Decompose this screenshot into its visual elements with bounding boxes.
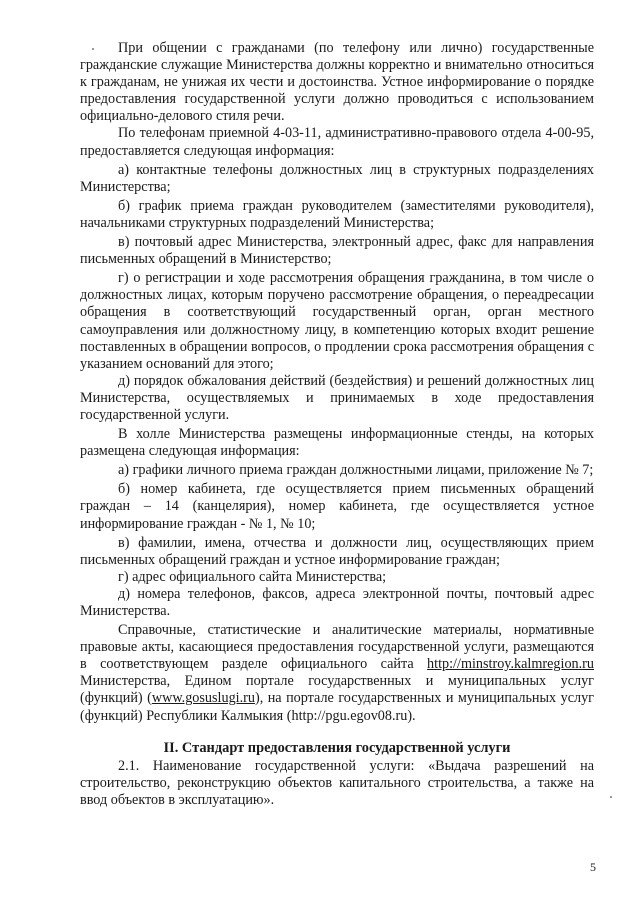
list-item-g-registration: г) о регистрации и ходе рассмотрения обращения гражданина, в том числе о должностных лицах, которым поручено рассмотрение обращения, о переадресации обращения в соответствующий государственный орган, орган местного самоуправления или должностному лицу, в компетенцию которых входит решение поставленных в обращении вопросов, о продлении срока рассмотрения обращения с указанием оснований для этого; [80, 270, 594, 372]
materials-text-2: Министерства, Едином портале государственных и муниципальных услуг (функций) ( [80, 673, 594, 707]
paragraph-info-stands: В холле Министерства размещены информационные стенды, на которых размещена следующая информация: [80, 426, 594, 460]
paragraph-phone-info: По телефонам приемной 4-03-11, административно-правового отдела 4-00-95, предоставляется следующая информация: [80, 125, 594, 159]
stand-item-d-contacts: д) номера телефонов, факсов, адреса электронной почты, почтовый адрес Министерства. [80, 585, 594, 619]
stand-item-b-rooms: б) номер кабинета, где осуществляется прием письменных обращений граждан – 14 (канцелярия), номер кабинета, где осуществляется устное информирование граждан - № 1, № 10; [80, 481, 594, 532]
page-number: 5 [590, 860, 596, 874]
stand-item-v-names: в) фамилии, имена, отчества и должности лиц, осуществляющих прием письменных обращений граждан и устное информирование граждан; [80, 534, 594, 568]
materials-text-3: ), на портале государственных и муниципальных услуг (функций) Республики Калмыкия (http://pgu.egov08.ru). [80, 690, 594, 724]
ministry-site-link[interactable]: http://minstroy.kalmregion.ru [427, 656, 594, 673]
stand-item-g-website: г) адрес официального сайта Министерства; [118, 568, 387, 585]
list-item-v-address: в) почтовый адрес Министерства, электронный адрес, факс для направления письменных обращений в Министерство; [80, 234, 594, 268]
stand-item-a-schedules: а) графики личного приема граждан должностными лицами, приложение № 7; [118, 462, 594, 479]
scan-speck [610, 796, 612, 798]
paragraph-materials [80, 622, 594, 725]
list-item-a-contact-phones: а) контактные телефоны должностных лиц в структурных подразделениях Министерства; [80, 161, 594, 195]
gosuslugi-link[interactable]: www.gosuslugi.ru [151, 690, 255, 707]
paragraph-communication-rules: При общении с гражданами (по телефону или лично) государственные гражданские служащие Министерства должны корректно и внимательно относиться к гражданам, не унижая их чести и достоинства. Устное информирование о порядке предоставления государственной услуги должно проводиться с использованием официально-делового стиля речи. [80, 40, 594, 125]
list-item-b-schedule: б) график приема граждан руководителем (заместителями руководителя), начальниками структурных подразделений Министерства; [80, 197, 594, 231]
list-item-d-appeal: д) порядок обжалования действий (бездействия) и решений должностных лиц Министерства, осуществляемых и принимаемых в ходе предоставления государственной услуги. [80, 372, 594, 423]
section-heading: II. Стандарт предоставления государственной услуги [163, 739, 511, 756]
scan-speck [92, 48, 94, 50]
section-2-1-paragraph: 2.1. Наименование государственной услуги: «Выдача разрешений на строительство, реконструкцию объектов капитального строительства, а также на ввод объектов в эксплуатацию». [80, 757, 594, 808]
materials-text-1: Справочные, статистические и аналитические материалы, нормативные правовые акты, касающиеся предоставления государственной услуги, размещаются в соответствующем разделе официального сайта [80, 622, 594, 673]
